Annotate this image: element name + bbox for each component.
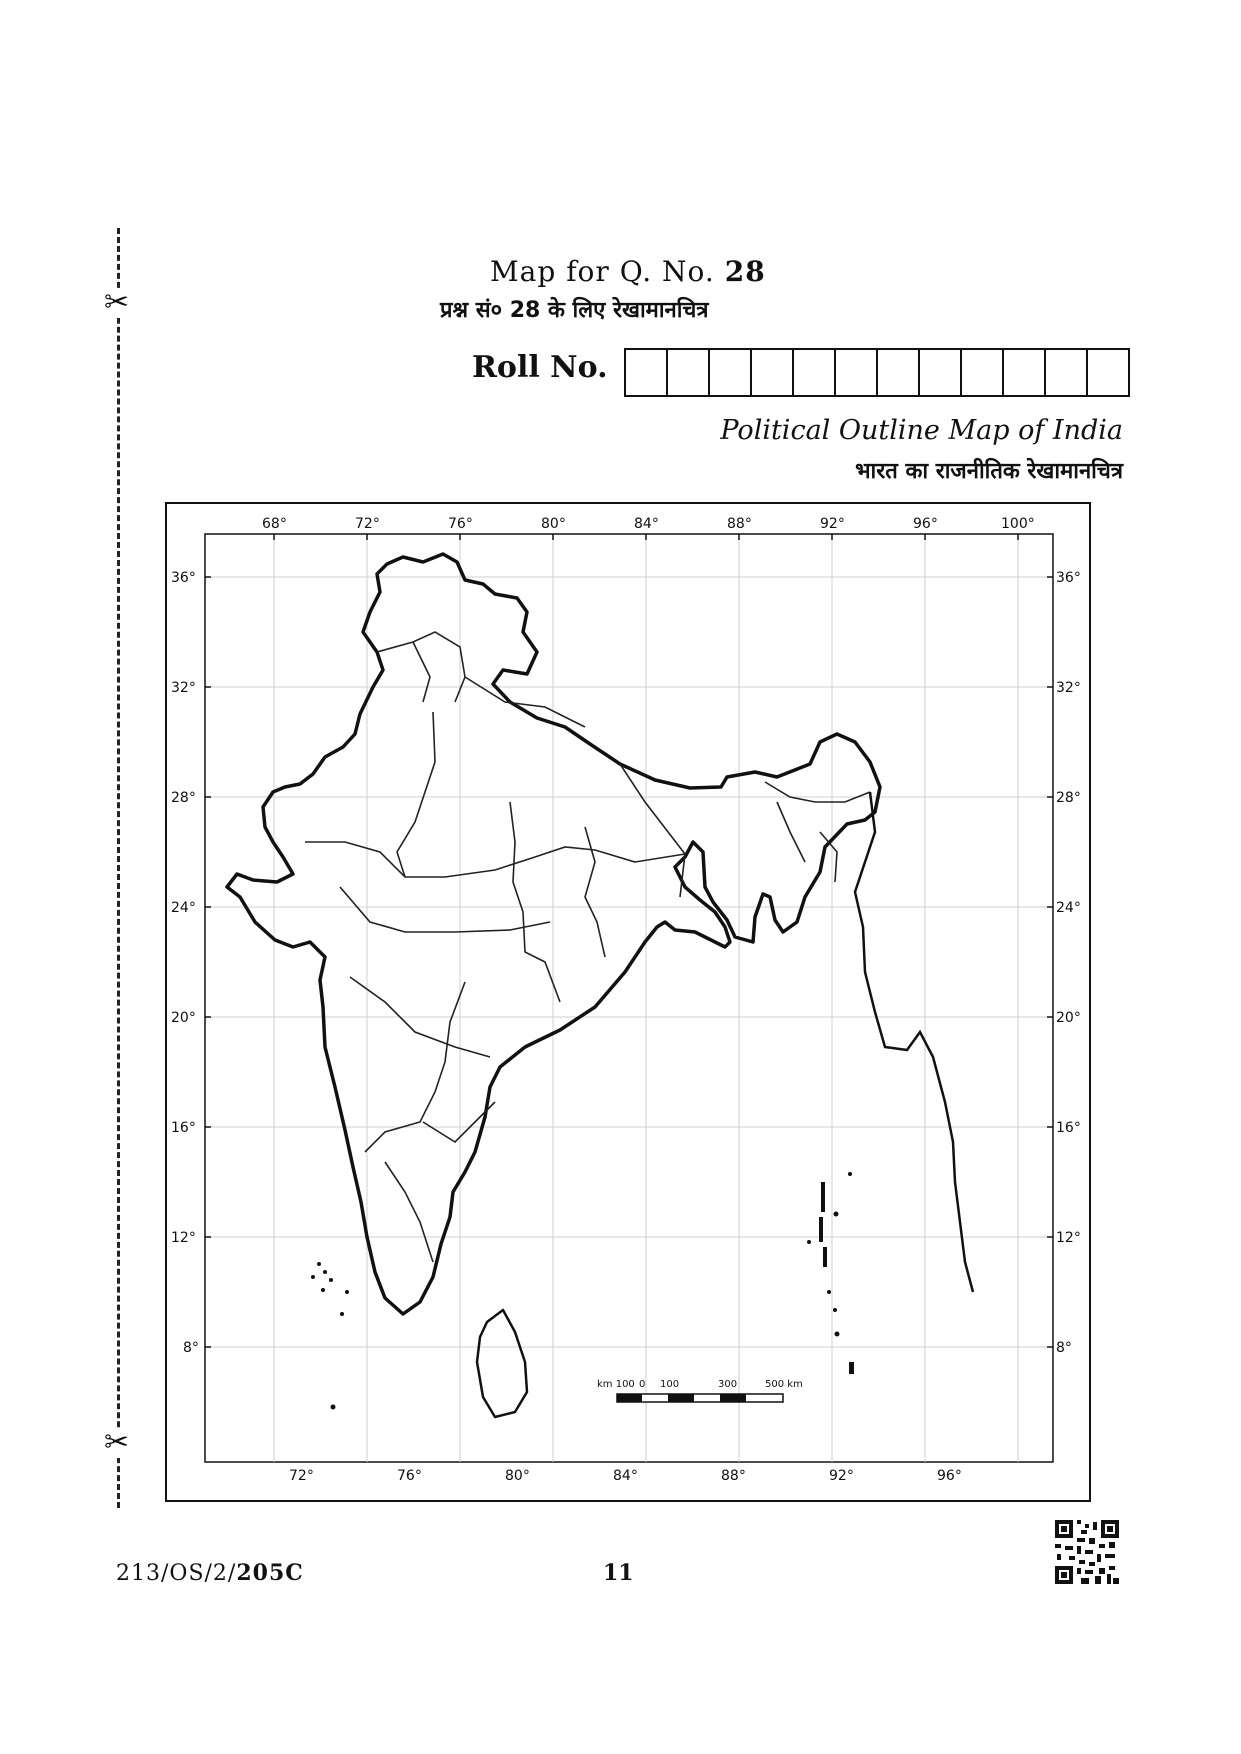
- bottom-longitude-label: 96°: [937, 1468, 962, 1484]
- title-prefix: Map for Q. No.: [490, 255, 715, 288]
- map-outer-frame: [166, 503, 1090, 1501]
- scissors-icon: ✂: [104, 1425, 130, 1460]
- top-longitude-label: 92°: [820, 516, 845, 532]
- top-longitude-label: 96°: [913, 516, 938, 532]
- bottom-longitude-label: 88°: [721, 1468, 746, 1484]
- paper-code-set: 205C: [236, 1560, 304, 1586]
- right-latitude-label: 12°: [1056, 1230, 1081, 1246]
- left-latitude-labels: [171, 570, 199, 1356]
- roll-number-box[interactable]: [918, 348, 962, 397]
- right-latitude-label: 20°: [1056, 1010, 1081, 1026]
- left-latitude-label: 28°: [171, 790, 196, 806]
- left-latitude-label: 12°: [171, 1230, 196, 1246]
- left-latitude-label: 8°: [183, 1340, 199, 1356]
- top-longitude-label: 100°: [1001, 516, 1035, 532]
- roll-number-box[interactable]: [1086, 348, 1130, 397]
- map-inner-frame: [205, 534, 1053, 1462]
- right-latitude-label: 36°: [1056, 570, 1081, 586]
- right-latitude-label: 24°: [1056, 900, 1081, 916]
- roll-number-box[interactable]: [750, 348, 794, 397]
- question-number: 28: [724, 255, 766, 288]
- map-title-hindi: भारत का राजनीतिक रेखामानचित्र: [855, 459, 1123, 484]
- left-latitude-label: 32°: [171, 680, 196, 696]
- scale-label: 500 km: [765, 1379, 803, 1390]
- top-longitude-label: 76°: [448, 516, 473, 532]
- tick-marks: [205, 534, 1053, 1347]
- top-longitude-label: 68°: [262, 516, 287, 532]
- page-title-hindi: प्रश्न सं० 28 के लिए रेखामानचित्र: [440, 298, 709, 323]
- lakshadweep-islands: [311, 1262, 349, 1410]
- roll-number-box[interactable]: [666, 348, 710, 397]
- roll-number-box[interactable]: [624, 348, 668, 397]
- right-latitude-label: 8°: [1056, 1340, 1072, 1356]
- scissors-icon: ✂: [104, 285, 130, 320]
- page-number: 11: [603, 1560, 634, 1586]
- india-outline-map: [165, 502, 1092, 1502]
- top-longitude-label: 88°: [727, 516, 752, 532]
- page-title: [490, 255, 766, 288]
- bottom-longitude-label: 72°: [289, 1468, 314, 1484]
- bottom-longitude-labels: [289, 1468, 962, 1484]
- andaman-nicobar-islands: [807, 1172, 854, 1374]
- scale-label: km 100: [597, 1379, 635, 1390]
- top-longitude-label: 80°: [541, 516, 566, 532]
- roll-number-box[interactable]: [1002, 348, 1046, 397]
- right-latitude-label: 16°: [1056, 1120, 1081, 1136]
- roll-number-boxes[interactable]: [626, 348, 1130, 397]
- scale-bar: [597, 1379, 803, 1402]
- scale-segment: [668, 1394, 694, 1402]
- bottom-longitude-label: 92°: [829, 1468, 854, 1484]
- state-boundaries: [305, 632, 870, 1262]
- east-coast-outline: [855, 792, 973, 1292]
- bottom-longitude-label: 76°: [397, 1468, 422, 1484]
- scale-label: 100: [660, 1379, 680, 1390]
- graticule: [205, 534, 1053, 1462]
- bottom-longitude-label: 80°: [505, 1468, 530, 1484]
- scale-segment: [720, 1394, 746, 1402]
- roll-number-box[interactable]: [708, 348, 752, 397]
- bottom-longitude-label: 84°: [613, 1468, 638, 1484]
- map-title: Political Outline Map of India: [720, 415, 1123, 446]
- right-latitude-label: 28°: [1056, 790, 1081, 806]
- paper-code: [116, 1560, 304, 1586]
- roll-number-box[interactable]: [1044, 348, 1088, 397]
- left-latitude-label: 16°: [171, 1120, 196, 1136]
- roll-number-label: Roll No.: [472, 350, 608, 385]
- left-latitude-label: 20°: [171, 1010, 196, 1026]
- qr-code-icon: [1055, 1520, 1119, 1584]
- scale-label: 300: [718, 1379, 738, 1390]
- right-latitude-label: 32°: [1056, 680, 1081, 696]
- paper-code-prefix: 213/OS/2/: [116, 1561, 237, 1586]
- right-latitude-labels: [1056, 570, 1081, 1356]
- left-latitude-label: 24°: [171, 900, 196, 916]
- cut-line: [117, 228, 120, 1508]
- top-longitude-labels: [262, 516, 1035, 532]
- top-longitude-label: 72°: [355, 516, 380, 532]
- sri-lanka-outline: [477, 1310, 527, 1417]
- top-longitude-label: 84°: [634, 516, 659, 532]
- scale-label: 0: [639, 1379, 646, 1390]
- roll-number-box[interactable]: [834, 348, 878, 397]
- roll-number-box[interactable]: [960, 348, 1004, 397]
- roll-number-box[interactable]: [792, 348, 836, 397]
- roll-number-box[interactable]: [876, 348, 920, 397]
- left-latitude-label: 36°: [171, 570, 196, 586]
- scale-segment: [617, 1394, 642, 1402]
